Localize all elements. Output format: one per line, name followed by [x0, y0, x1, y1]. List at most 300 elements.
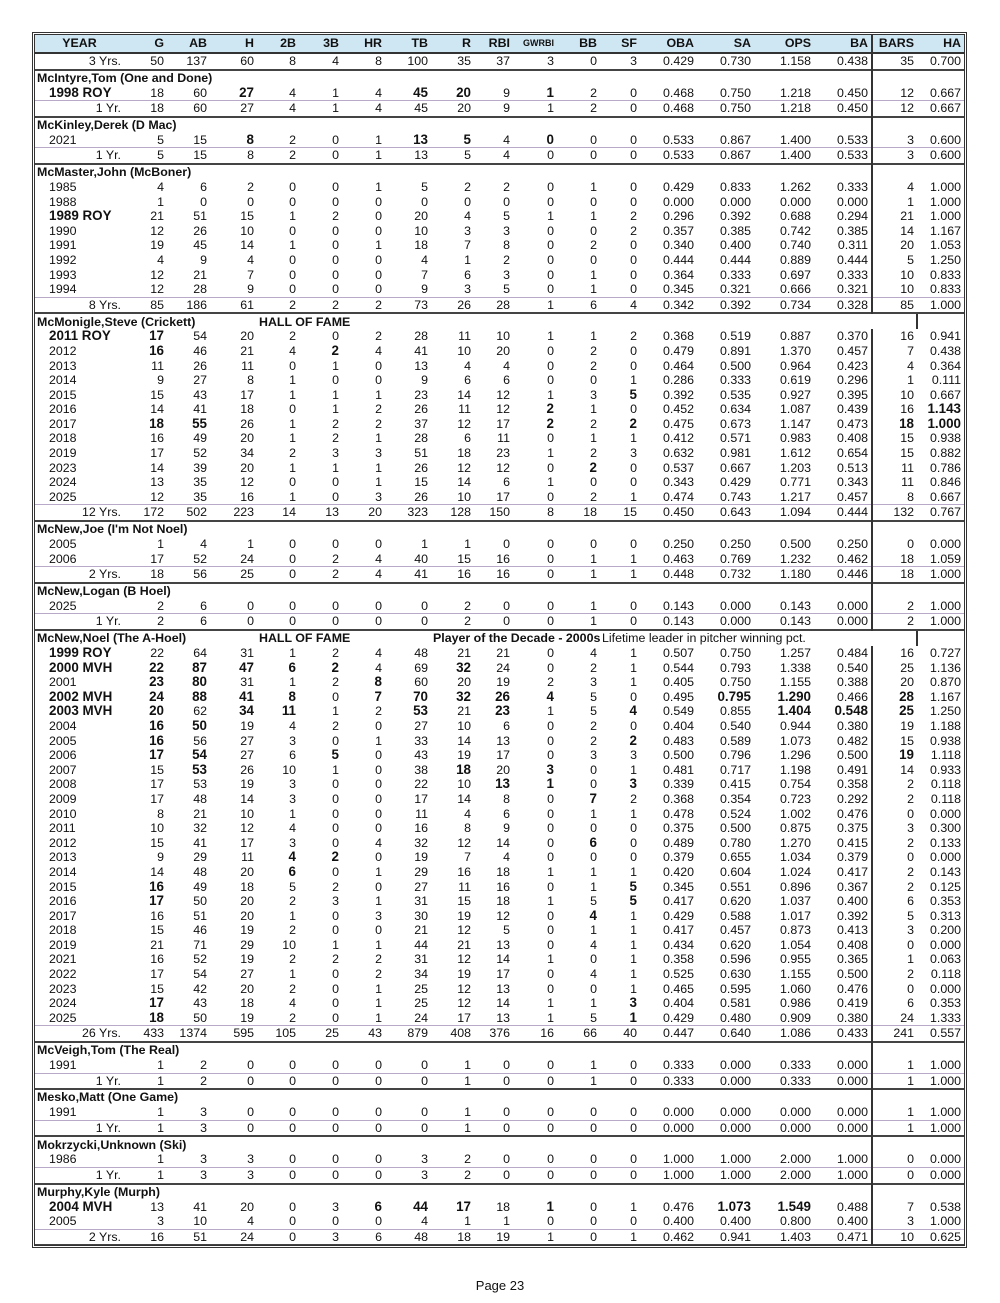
stat-3b: 0 [332, 806, 339, 821]
stat-rbi: 4 [503, 850, 510, 865]
stat-g: 20 [149, 703, 164, 719]
stat-oba: 0.405 [662, 675, 694, 690]
stat-oba: 0.250 [662, 537, 694, 552]
player-header-row [35, 117, 964, 133]
stat-ab: 28 [193, 282, 207, 297]
stat-gwrbi: 1 [513, 101, 557, 117]
stat-hr: 0 [375, 806, 382, 821]
stat-hr: 2 [375, 329, 382, 344]
stat-sf: 0 [630, 85, 637, 100]
stat-ops: 1.180 [754, 567, 814, 583]
stat-bb: 1 [590, 431, 597, 446]
stat-gwrbi: 3 [546, 761, 554, 777]
season-row [35, 446, 964, 461]
season-label: 2000 MVH [49, 659, 113, 675]
stat-3b: 1 [332, 762, 339, 777]
stat-r: 17 [456, 1198, 471, 1214]
stat-2b: 1 [289, 416, 296, 431]
stat-ab: 48 [193, 864, 207, 879]
stat-g: 85 [127, 297, 167, 313]
stat-ha: 1.136 [929, 660, 961, 675]
season-label: 2005 [49, 1214, 77, 1229]
stat-sf: 0 [630, 475, 637, 490]
stat-ba: 0.296 [836, 373, 868, 388]
stat-tb: 9 [421, 282, 428, 297]
stat-ba: 0.400 [836, 1214, 868, 1229]
stat-hr: 6 [342, 1229, 385, 1245]
stat-gwrbi: 0 [547, 1058, 554, 1073]
column-header-rbi: RBI [474, 35, 513, 53]
stat-ops: 0.740 [779, 238, 811, 253]
stat-oba: 0.358 [662, 952, 694, 967]
stat-2b: 0 [257, 1168, 299, 1184]
stat-ba: 0.484 [836, 646, 868, 660]
stat-g: 24 [149, 688, 164, 704]
stat-ha: 0.933 [929, 762, 961, 777]
stat-tb: 18 [414, 238, 428, 253]
stat-ha: 1.000 [917, 614, 964, 630]
season-label: 2010 [49, 806, 77, 821]
stat-sf: 1 [630, 675, 637, 690]
stat-r: 5 [463, 131, 471, 147]
stat-hr: 0 [375, 358, 382, 373]
stat-oba: 0.632 [662, 446, 694, 461]
stat-ops: 0.983 [779, 431, 811, 446]
stat-3b: 25 [299, 1026, 342, 1042]
stat-ba: 0.333 [836, 267, 868, 282]
stat-rbi: 9 [503, 821, 510, 836]
stat-r: 3 [464, 282, 471, 297]
stat-bars: 2 [872, 792, 917, 807]
stat-hr: 7 [374, 688, 382, 704]
stat-h: 34 [240, 446, 254, 461]
stat-sf: 0 [600, 1168, 640, 1184]
stat-r: 1 [431, 1073, 474, 1089]
stat-tb: 0 [421, 1058, 428, 1073]
stat-bb: 0 [557, 1120, 600, 1136]
stat-g: 10 [150, 821, 164, 836]
stat-3b: 0 [332, 489, 339, 504]
stat-2b: 0 [257, 1120, 299, 1136]
stat-sf: 0 [630, 537, 637, 552]
stat-bb: 4 [589, 907, 597, 923]
player-header-row [35, 630, 964, 646]
stat-sa: 0.540 [719, 718, 751, 733]
stat-ha: 0.767 [917, 505, 964, 521]
stat-ops: 1.232 [779, 551, 811, 566]
stat-oba: 0.339 [662, 777, 694, 792]
stat-3b: 3 [332, 1199, 339, 1214]
stat-r: 1 [464, 1105, 471, 1120]
stat-tb: 28 [414, 329, 428, 344]
stat-gwrbi: 0 [547, 791, 554, 806]
stat-ha: 0.313 [929, 908, 961, 923]
season-row [35, 1105, 964, 1120]
season-row [35, 982, 964, 997]
stat-bars: 4 [872, 359, 917, 374]
season-row [35, 282, 964, 297]
stat-sa: 0.519 [719, 329, 751, 344]
stat-ha: 0.557 [917, 1026, 964, 1042]
stat-r: 128 [431, 505, 474, 521]
season-label: 2004 MVH [49, 1198, 113, 1214]
stat-bb: 2 [590, 733, 597, 748]
season-row [35, 599, 964, 614]
stat-g: 18 [149, 415, 164, 431]
stat-ops: 1.017 [779, 908, 811, 923]
stat-ba: 0.392 [836, 908, 868, 923]
stat-g: 1 [127, 1168, 167, 1184]
stat-bars: 16 [872, 646, 917, 661]
column-header-2b: 2B [257, 35, 299, 53]
stat-2b: 0 [289, 475, 296, 490]
stat-rbi: 18 [496, 894, 510, 909]
stat-sf: 0 [630, 358, 637, 373]
stat-g: 9 [157, 850, 164, 865]
stat-oba: 0.468 [640, 101, 697, 117]
stat-tb: 9 [421, 373, 428, 388]
stat-r: 15 [457, 894, 471, 909]
stat-ba: 0.370 [836, 329, 868, 344]
stat-oba: 0.345 [662, 282, 694, 297]
stat-rbi: 9 [503, 85, 510, 100]
stat-2b: 2 [289, 329, 296, 344]
stat-bb: 2 [590, 660, 597, 675]
season-row [35, 461, 964, 476]
stat-rbi: 12 [496, 402, 510, 417]
stat-bars: 12 [872, 86, 917, 101]
stat-tb: 0 [385, 1073, 431, 1089]
stat-tb: 23 [414, 387, 428, 402]
stat-h: 4 [247, 252, 254, 267]
stat-sa: 0.640 [697, 1026, 754, 1042]
stat-ops: 1.034 [779, 850, 811, 865]
stat-h: 20 [240, 864, 254, 879]
stat-hr: 1 [375, 387, 382, 402]
stat-ab: 88 [192, 688, 207, 704]
stat-ha: 1.000 [929, 194, 961, 209]
stat-rbi: 1 [503, 1214, 510, 1229]
stat-bb: 5 [590, 704, 597, 719]
stat-sf: 1 [630, 1199, 637, 1214]
stat-ba: 0.380 [836, 718, 868, 733]
stat-ha: 1.000 [929, 209, 961, 224]
stat-3b: 0 [332, 267, 339, 282]
stat-ba: 0.000 [836, 1058, 868, 1073]
stat-rbi: 0 [503, 1152, 510, 1167]
stat-oba: 0.379 [662, 850, 694, 865]
column-header-year: YEAR [35, 35, 127, 53]
stat-gwrbi: 0 [547, 835, 554, 850]
spacer [257, 583, 872, 599]
stat-ba: 0.491 [836, 762, 868, 777]
stat-ha: 1.000 [929, 598, 961, 613]
stat-bb: 3 [590, 387, 597, 402]
stat-r: 6 [464, 431, 471, 446]
stat-ops: 1.549 [777, 1198, 811, 1214]
stat-ba: 0.311 [837, 238, 868, 253]
stat-hr: 4 [375, 85, 382, 100]
stat-hr: 0 [375, 267, 382, 282]
stat-r: 18 [457, 446, 471, 461]
spacer [257, 1042, 872, 1058]
stat-hr: 0 [342, 1120, 385, 1136]
stat-h: 27 [239, 84, 254, 100]
stat-bars: 6 [872, 996, 917, 1011]
stat-gwrbi: 0 [547, 252, 554, 267]
stat-g: 17 [150, 551, 164, 566]
stat-r: 1 [464, 1214, 471, 1229]
stat-rbi: 0 [474, 1073, 513, 1089]
stat-ba: 0.417 [836, 864, 868, 879]
stat-tb: 31 [414, 952, 428, 967]
stat-hr: 2 [342, 297, 385, 313]
stat-h: 0 [247, 1105, 254, 1120]
stat-bars: 0 [872, 807, 917, 822]
stat-2b: 10 [282, 762, 296, 777]
stat-2b: 0 [289, 179, 296, 194]
stat-3b: 2 [332, 718, 339, 733]
stat-r: 10 [457, 343, 471, 358]
stat-3b: 1 [332, 85, 339, 100]
season-row [35, 209, 964, 224]
stat-3b: 0 [332, 996, 339, 1011]
stat-g: 18 [127, 567, 167, 583]
career-total-row [35, 101, 964, 117]
stat-2b: 0 [289, 1214, 296, 1229]
stat-ba: 0.444 [836, 252, 868, 267]
spacer [872, 1089, 964, 1105]
stat-oba: 0.392 [662, 387, 694, 402]
stat-rbi: 12 [496, 387, 510, 402]
stat-ab: 4 [200, 537, 207, 552]
stat-gwrbi: 0 [547, 1105, 554, 1120]
career-total-label: 1 Yr. [35, 1073, 127, 1089]
stat-r: 2 [464, 179, 471, 194]
stat-tb: 1 [421, 537, 428, 552]
stat-tb: 5 [421, 179, 428, 194]
stat-2b: 4 [289, 821, 296, 836]
stat-tb: 17 [414, 791, 428, 806]
stat-bb: 0 [590, 252, 597, 267]
stat-sf: 5 [629, 386, 637, 402]
spacer [872, 1184, 964, 1200]
stat-2b: 10 [282, 937, 296, 952]
stat-ops: 0.000 [754, 1120, 814, 1136]
stat-gwrbi: 0 [547, 748, 554, 763]
stat-sa: 0.673 [719, 416, 751, 431]
stat-gwrbi: 0 [547, 489, 554, 504]
stat-ba: 0.400 [836, 894, 868, 909]
stat-sf: 2 [630, 223, 637, 238]
spacer [917, 313, 964, 329]
season-row [35, 344, 964, 359]
stat-r: 7 [464, 238, 471, 253]
stat-bars: 4 [872, 180, 917, 195]
stat-bb: 0 [590, 1199, 597, 1214]
stat-rbi: 13 [496, 1010, 510, 1025]
season-row [35, 329, 964, 344]
stat-r: 18 [431, 1229, 474, 1245]
stat-ab: 87 [192, 659, 207, 675]
stat-ops: 1.400 [754, 148, 814, 164]
stat-2b: 2 [289, 1010, 296, 1025]
stat-bars: 16 [872, 402, 917, 417]
career-total-label: 1 Yr. [35, 101, 127, 117]
stat-3b: 0 [332, 777, 339, 792]
stat-r: 2 [464, 1152, 471, 1167]
stat-r: 19 [457, 748, 471, 763]
stat-bb: 2 [590, 446, 597, 461]
stat-ha: 1.000 [917, 567, 964, 583]
stat-rbi: 14 [496, 996, 510, 1011]
stat-sa: 1.073 [717, 1198, 751, 1214]
stat-sf: 1 [630, 923, 637, 938]
column-header-ha: HA [917, 35, 964, 53]
stat-oba: 0.533 [640, 148, 697, 164]
stat-oba: 0.000 [662, 194, 694, 209]
stat-ba: 0.419 [836, 996, 868, 1011]
stat-bb: 2 [590, 358, 597, 373]
player-name: McNew,Noel (The A-Hoel) [35, 630, 257, 646]
stat-rbi: 0 [474, 1168, 513, 1184]
stat-h: 7 [247, 267, 254, 282]
stat-ops: 0.333 [754, 1073, 814, 1089]
stat-hr: 1 [375, 460, 382, 475]
stat-h: 11 [241, 358, 254, 373]
stat-gwrbi: 0 [547, 923, 554, 938]
season-label: 2015 [49, 387, 77, 402]
stat-gwrbi: 0 [547, 937, 554, 952]
season-label: 2004 [49, 718, 77, 733]
stat-sa: 0.429 [719, 475, 751, 490]
stat-ba: 0.358 [836, 777, 868, 792]
stat-2b: 1 [289, 387, 296, 402]
season-row [35, 923, 964, 938]
stat-h: 19 [240, 1010, 254, 1025]
stat-ab: 21 [193, 267, 207, 282]
stat-2b: 3 [289, 733, 296, 748]
season-row [35, 417, 964, 432]
stat-h: 18 [240, 402, 254, 417]
stat-h: 8 [247, 373, 254, 388]
stat-rbi: 16 [496, 879, 510, 894]
stat-h: 10 [240, 806, 254, 821]
stat-3b: 0 [332, 238, 339, 253]
stat-ab: 6 [167, 614, 210, 630]
stat-oba: 0.465 [662, 981, 694, 996]
season-row [35, 690, 964, 705]
season-row [35, 909, 964, 924]
stat-bb: 0 [590, 194, 597, 209]
stat-r: 8 [464, 821, 471, 836]
spacer [257, 164, 872, 180]
stat-sf: 0 [600, 148, 640, 164]
stat-ha: 0.438 [929, 343, 961, 358]
stat-3b: 0 [332, 864, 339, 879]
player-header-row [35, 583, 964, 599]
stat-oba: 0.475 [662, 416, 694, 431]
stat-ops: 1.400 [779, 132, 811, 147]
stat-sa: 0.444 [719, 252, 751, 267]
stat-bb: 0 [590, 132, 597, 147]
stat-hr: 1 [375, 894, 382, 909]
stat-bb: 4 [590, 937, 597, 952]
stat-bb: 0 [557, 53, 600, 70]
stat-oba: 0.143 [662, 598, 694, 613]
stat-sa: 0.581 [719, 996, 751, 1011]
stat-sf: 1 [630, 967, 637, 982]
stat-hr: 0 [375, 791, 382, 806]
stat-oba: 0.429 [662, 1010, 694, 1025]
stat-g: 22 [150, 646, 164, 660]
stat-oba: 0.429 [662, 908, 694, 923]
spacer [257, 1184, 872, 1200]
stat-ab: 55 [192, 415, 207, 431]
stat-gwrbi: 0 [547, 981, 554, 996]
stat-bb: 3 [590, 675, 597, 690]
stat-sa: 0.571 [719, 431, 751, 446]
stat-tb: 13 [385, 148, 431, 164]
stat-3b: 0 [299, 148, 342, 164]
stat-bars: 24 [872, 1011, 917, 1026]
stat-3b: 0 [299, 1073, 342, 1089]
stat-sa: 0.750 [719, 675, 751, 690]
stat-h: 0 [247, 598, 254, 613]
stat-sa: 0.000 [719, 1058, 751, 1073]
stat-ops: 0.666 [779, 282, 811, 297]
stat-ba: 0.533 [814, 148, 872, 164]
stat-sa: 0.793 [719, 660, 751, 675]
stat-g: 2 [127, 614, 167, 630]
stat-tb: 15 [414, 475, 428, 490]
stat-ab: 51 [193, 908, 207, 923]
stat-oba: 0.452 [662, 402, 694, 417]
stat-sa: 0.730 [697, 53, 754, 70]
stat-r: 10 [457, 777, 471, 792]
stat-3b: 3 [332, 894, 339, 909]
stat-rbi: 6 [503, 475, 510, 490]
stat-bars: 2 [872, 836, 917, 851]
career-total-row [35, 1168, 964, 1184]
stat-sf: 0 [630, 1105, 637, 1120]
career-total-row [35, 614, 964, 630]
stat-ops: 0.800 [779, 1214, 811, 1229]
stat-sf: 1 [629, 1009, 637, 1025]
stat-rbi: 4 [503, 358, 510, 373]
stat-ops: 0.909 [779, 1010, 811, 1025]
stat-sa: 0.750 [697, 101, 754, 117]
player-header-row [35, 313, 964, 329]
stat-rbi: 13 [496, 981, 510, 996]
stat-2b: 6 [288, 659, 296, 675]
stat-g: 1 [157, 1105, 164, 1120]
stat-hr: 1 [375, 981, 382, 996]
stat-2b: 1 [289, 675, 296, 690]
season-label: 1991 [49, 1105, 77, 1120]
stat-oba: 0.544 [662, 660, 694, 675]
stat-ab: 56 [193, 733, 207, 748]
stat-ha: 0.063 [929, 952, 961, 967]
stat-ops: 0.873 [779, 923, 811, 938]
season-label: 2016 [49, 894, 77, 909]
stat-g: 15 [150, 387, 164, 402]
stat-ops: 0.889 [779, 252, 811, 267]
stat-ab: 29 [193, 850, 207, 865]
stat-ops: 2.000 [779, 1152, 811, 1167]
stat-h: 20 [240, 981, 254, 996]
season-label: 1989 ROY [49, 208, 112, 224]
